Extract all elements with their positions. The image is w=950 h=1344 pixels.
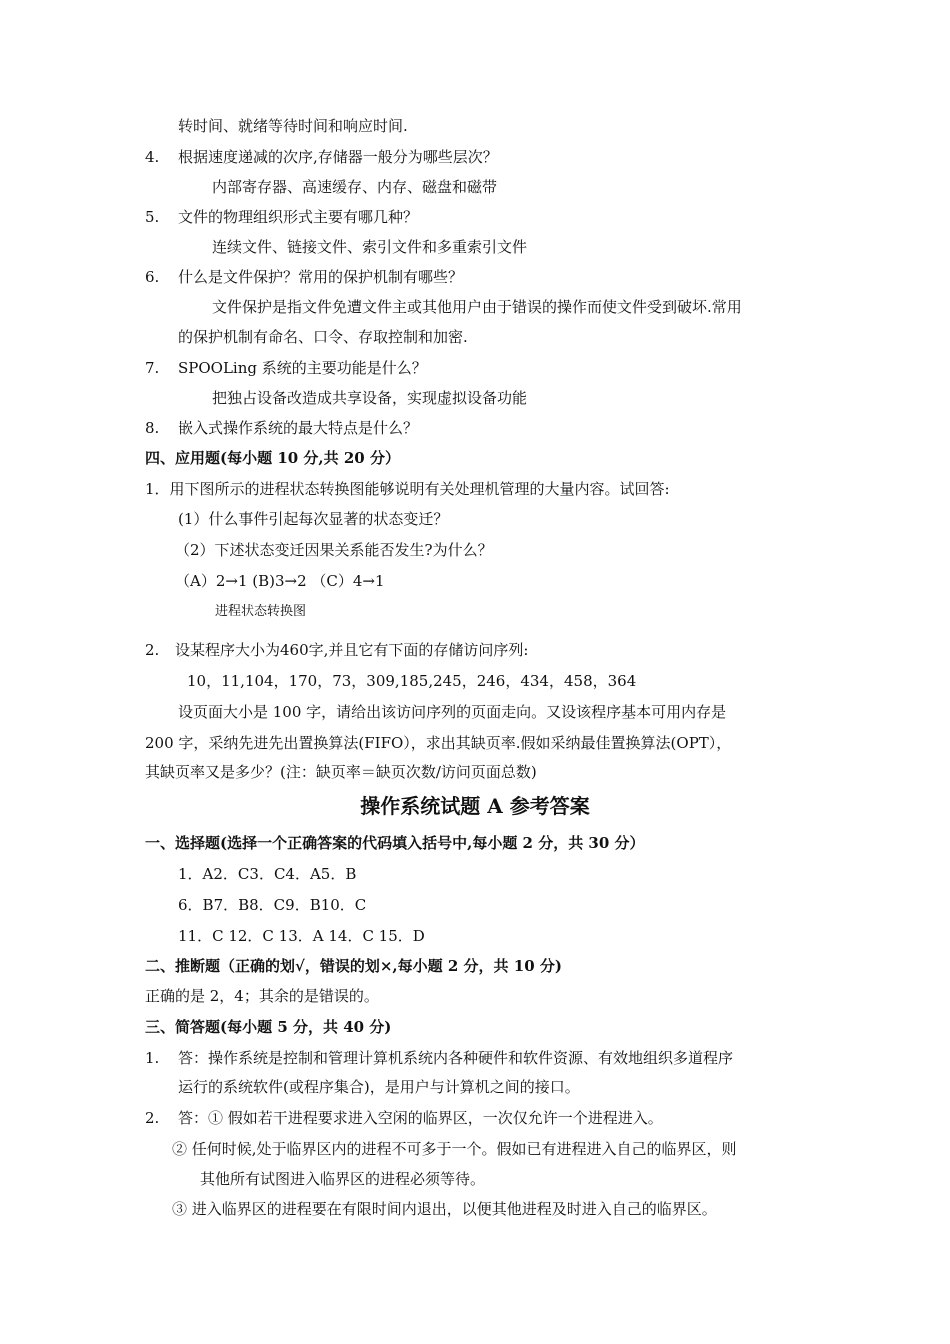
sub-question: (1）什么事件引起每次显著的状态变迁？ [178,510,449,528]
question-text: 什么是文件保护？常用的保护机制有哪些？ [178,268,464,286]
question-text: 1．用下图所示的进程状态转换图能够说明有关处理机管理的大量内容。试回答: [145,480,670,498]
question-number: 4. [145,148,160,166]
figure-caption: 进程状态转换图 [215,604,307,619]
answer-text: 其他所有试图进入临界区的进程必须等待。 [200,1170,486,1188]
answer-text: 1．A2．C3．C4．A5．B [178,865,357,883]
answer-text: ② 任何时候,处于临界区内的进程不可多于一个。假如已有进程进入自己的临界区，则 [172,1140,737,1158]
question-number: 1. [145,1049,160,1067]
answer-text: 6．B7．B8．C9．B10．C [178,896,367,914]
page-title: 操作系统试题 A 参考答案 [360,794,590,818]
question-text: 设某程序大小为460字,并且它有下面的存储访问序列: [175,641,529,659]
question-number: 7. [145,359,160,377]
question-text: 根据速度递减的次序,存储器一般分为哪些层次？ [178,148,498,166]
question-number: 5. [145,208,160,226]
sub-question: （A）2→1 (B)3→2 （C）4→1 [175,572,385,590]
answer-text: 正确的是 2，4；其余的是错误的。 [145,987,379,1005]
question-number: 6. [145,268,160,286]
section-heading: 三、简答题(每小题 5 分，共 40 分) [145,1018,392,1036]
section-heading: 四、应用题(每小题 10 分,共 20 分） [145,449,400,467]
answer-text: 文件保护是指文件免遭文件主或其他用户由于错误的操作而使文件受到破坏.常用 [212,298,742,316]
question-number: 8. [145,419,160,437]
access-sequence: 10，11,104，170，73，309,185,245，246，434，458，364 [187,672,637,690]
question-number: 2. [145,1109,160,1127]
answer-text: 内部寄存器、高速缓存、内存、磁盘和磁带 [212,178,498,196]
sub-question: （2）下述状态变迁因果关系能否发生?为什么？ [175,541,493,559]
answer-text: 的保护机制有命名、口令、存取控制和加密. [178,328,468,346]
answer-text: ③ 进入临界区的进程要在有限时间内退出，以便其他进程及时进入自己的临界区。 [172,1200,717,1218]
question-text: 设页面大小是 100 字，请给出该访问序列的页面走向。又设该程序基本可用内存是 [178,703,727,721]
answer-text: 连续文件、链接文件、索引文件和多重索引文件 [212,238,528,256]
question-text: 嵌入式操作系统的最大特点是什么？ [178,419,419,437]
question-number: 2. [145,641,160,659]
section-heading: 二、推断题（正确的划√，错误的划×,每小题 2 分，共 10 分) [145,957,562,975]
answer-text: 答：操作系统是控制和管理计算机系统内各种硬件和软件资源、有效地组织多道程序 [178,1049,734,1067]
answer-text: 11．C 12．C 13．A 14．C 15．D [178,927,425,945]
text-line: 转时间、就绪等待时间和响应时间. [178,117,408,135]
section-heading: 一、选择题(选择一个正确答案的代码填入括号中,每小题 2 分，共 30 分） [145,834,645,852]
answer-text: 运行的系统软件(或程序集合)，是用户与计算机之间的接口。 [178,1078,580,1096]
question-text: 文件的物理组织形式主要有哪几种？ [178,208,419,226]
answer-text: 答：① 假如若干进程要求进入空闲的临界区，一次仅允许一个进程进入。 [178,1109,663,1127]
question-text: 200 字，采纳先进先出置换算法(FIFO），求出其缺页率.假如采纳最佳置换算法(OPT）， [145,734,732,752]
answer-text: 把独占设备改造成共享设备，实现虚拟设备功能 [212,389,528,407]
question-text: SPOOLing 系统的主要功能是什么？ [178,359,427,377]
question-text: 其缺页率又是多少？(注：缺页率＝缺页次数/访问页面总数) [145,763,537,781]
